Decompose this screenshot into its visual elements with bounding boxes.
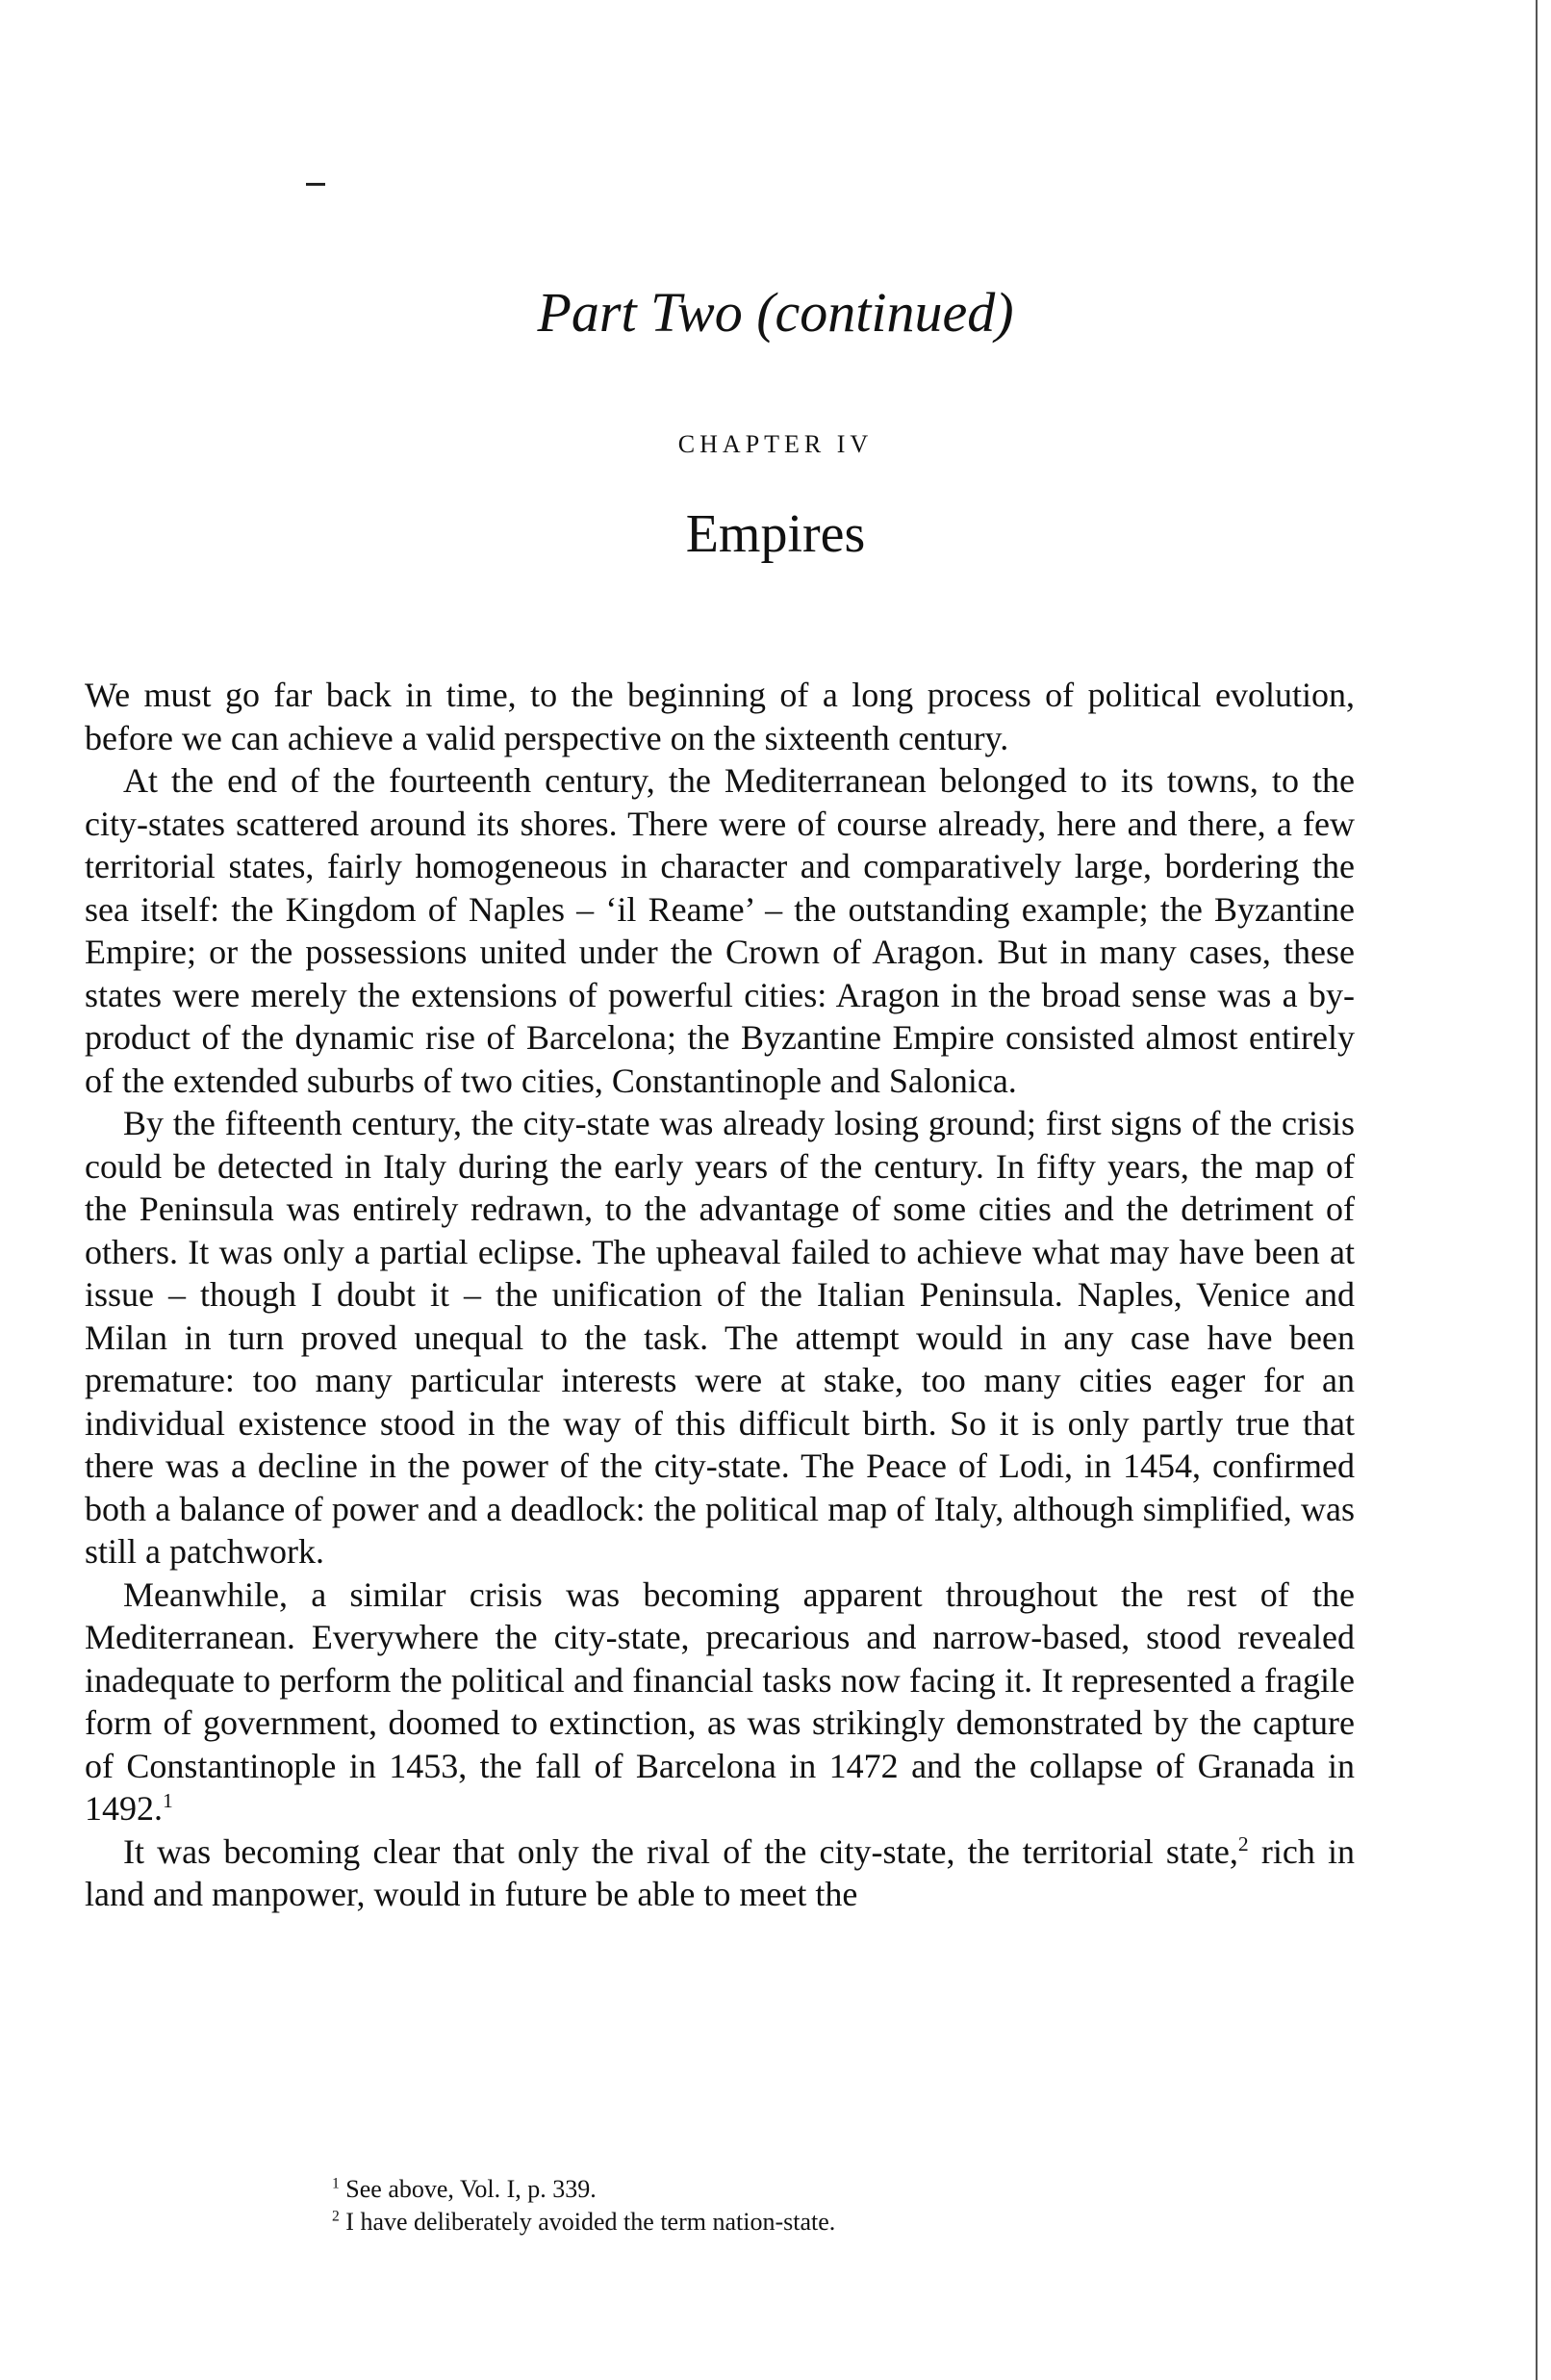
footnote-1-text: See above, Vol. I, p. 339.: [339, 2175, 597, 2203]
paragraph-1: We must go far back in time, to the beginning of a long process of political evolution, before we can achieve a valid perspective on the sixteenth century.: [85, 676, 1355, 757]
footnote-ref-2: 2: [1237, 1831, 1249, 1855]
page-edge: [1536, 0, 1538, 2380]
print-mark: [306, 183, 325, 186]
paragraph-5-text-a: It was becoming clear that only the rival of the city-state, the territorial state,: [123, 1831, 1238, 1871]
part-title: Part Two (continued): [537, 281, 1014, 344]
paragraph-5-text-b: rich in land and manpower, would in future be able to meet the: [85, 1831, 1355, 1913]
body-text: [85, 674, 1355, 1916]
paragraph-4: [85, 1574, 1355, 1830]
footnote-1: [332, 2173, 1390, 2206]
footnote-1-marker: 1: [332, 2175, 340, 2192]
footnote-2-text: I have deliberately avoided the term nation-state.: [339, 2208, 836, 2236]
paragraph-2: At the end of the fourteenth century, the Mediterranean belonged to its towns, to the city-states scattered around its shores. There were of course already, here and there, a few territorial states, fairly homogeneous in character and comparatively large, bordering the sea itself: the Kingdom of Naples – ‘il Reame’ – the outstanding example; the Byzantine Empire; or the possessions united under the Crown of Aragon. But in many cases, these states were merely the extensions of powerful cities: Aragon in the broad sense was a by-product of the dynamic rise of Barcelona; the Byzantine Empire consisted almost entirely of the extended suburbs of two cities, Constantinople and Salonica.: [85, 761, 1355, 1100]
paragraph-5: [85, 1830, 1355, 1916]
chapter-label: CHAPTER IV: [677, 430, 874, 458]
chapter-title: Empires: [685, 504, 866, 564]
paragraph-3: By the fifteenth century, the city-state was already losing ground; first signs of the crisis could be detected in Italy during the early years of the century. In fifty years, the map of the Peninsula was entirely redrawn, to the advantage of some cities and the detriment of others. It was only a partial eclipse. The upheaval failed to achieve what may have been at issue – though I doubt it – the unification of the Italian Peninsula. Naples, Venice and Milan in turn proved unequal to the task. The attempt would in any case have been premature: too many particular interests were at stake, too many cities eager for an individual existence stood in the way of this difficult birth. So it is only partly true that there was a decline in the power of the city-state. The Peace of Lodi, in 1454, confirmed both a balance of power and a deadlock: the political map of Italy, although simplified, was still a patchwork.: [85, 1104, 1355, 1571]
footnote-2-marker: 2: [332, 2208, 340, 2225]
footnote-ref-1: 1: [163, 1789, 173, 1812]
footnote-2: [332, 2206, 1390, 2239]
footnotes: [332, 2173, 1390, 2239]
paragraph-4-text: Meanwhile, a similar crisis was becoming apparent throughout the rest of the Mediterranean. Everywhere the city-state, precarious and narrow-based, stood revealed inadequate to perform the political and financial tasks now facing it. It represented a fragile form of government, doomed to extinction, as was strikingly demonstrated by the capture of Constantinople in 1453, the fall of Barcelona in 1472 and the collapse of Granada in 1492.: [85, 1574, 1355, 1828]
